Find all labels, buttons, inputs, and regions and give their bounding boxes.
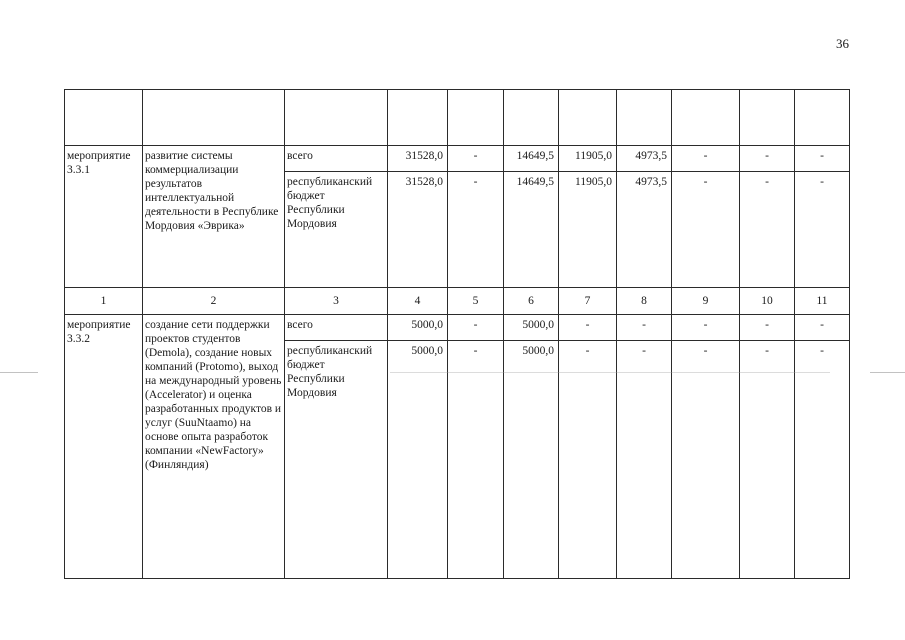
funding-source: всего xyxy=(285,146,388,172)
value-cell: 4973,5 xyxy=(617,172,672,288)
value-cell: - xyxy=(795,315,850,341)
empty-cell xyxy=(740,90,795,146)
value-cell: - xyxy=(448,341,504,579)
column-number: 7 xyxy=(559,288,617,315)
value-cell: - xyxy=(672,341,740,579)
column-number: 11 xyxy=(795,288,850,315)
column-number: 1 xyxy=(65,288,143,315)
funding-source: всего xyxy=(285,315,388,341)
page-number: 36 xyxy=(836,36,849,51)
budget-table xyxy=(64,89,850,579)
value-cell: - xyxy=(448,315,504,341)
value-cell: 4973,5 xyxy=(617,146,672,172)
column-number: 4 xyxy=(388,288,448,315)
value-cell: 31528,0 xyxy=(388,146,448,172)
empty-cell xyxy=(559,90,617,146)
scan-artifact-line xyxy=(870,372,905,373)
measure-code: мероприятие 3.3.2 xyxy=(65,315,143,579)
measure-name: развитие системы коммерциализации результатов интеллектуальной деятельности в Республике Мордовия «Эврика» xyxy=(143,146,285,288)
empty-cell xyxy=(504,90,559,146)
value-cell: - xyxy=(617,341,672,579)
column-number: 5 xyxy=(448,288,504,315)
empty-header-row xyxy=(65,90,850,146)
value-cell: 14649,5 xyxy=(504,172,559,288)
empty-cell xyxy=(285,90,388,146)
value-cell: - xyxy=(740,172,795,288)
value-cell: 31528,0 xyxy=(388,172,448,288)
value-cell: - xyxy=(448,172,504,288)
empty-cell xyxy=(617,90,672,146)
empty-cell xyxy=(672,90,740,146)
value-cell: - xyxy=(740,146,795,172)
value-cell: - xyxy=(672,146,740,172)
value-cell: - xyxy=(617,315,672,341)
funding-source: республиканский бюджет Республики Мордовия xyxy=(285,341,388,579)
column-number: 8 xyxy=(617,288,672,315)
empty-cell xyxy=(65,90,143,146)
column-number-row xyxy=(65,288,850,315)
column-number: 6 xyxy=(504,288,559,315)
table-row xyxy=(65,315,850,341)
value-cell: - xyxy=(559,315,617,341)
column-number: 2 xyxy=(143,288,285,315)
value-cell: - xyxy=(740,341,795,579)
value-cell: 5000,0 xyxy=(504,315,559,341)
table-row xyxy=(65,146,850,172)
empty-cell xyxy=(795,90,850,146)
value-cell: - xyxy=(795,146,850,172)
empty-cell xyxy=(388,90,448,146)
value-cell: 14649,5 xyxy=(504,146,559,172)
value-cell: 5000,0 xyxy=(388,315,448,341)
value-cell: - xyxy=(672,315,740,341)
empty-cell xyxy=(448,90,504,146)
value-cell: 5000,0 xyxy=(388,341,448,579)
scan-artifact-line xyxy=(0,372,38,373)
column-number: 9 xyxy=(672,288,740,315)
measure-code: мероприятие 3.3.1 xyxy=(65,146,143,288)
value-cell: 11905,0 xyxy=(559,172,617,288)
value-cell: - xyxy=(559,341,617,579)
scan-artifact-line xyxy=(390,372,830,373)
value-cell: - xyxy=(795,341,850,579)
value-cell: - xyxy=(795,172,850,288)
measure-name: создание сети поддержки проектов студентов (Demola), создание новых компаний (Protomo), выход на международный уровень (Accelerator) и оценка разработанных продуктов и услуг (SuuNtaamo) на основе опыта разработок компании «NewFactory» (Финляндия) xyxy=(143,315,285,579)
value-cell: 11905,0 xyxy=(559,146,617,172)
value-cell: 5000,0 xyxy=(504,341,559,579)
empty-cell xyxy=(143,90,285,146)
column-number: 3 xyxy=(285,288,388,315)
value-cell: - xyxy=(740,315,795,341)
value-cell: - xyxy=(448,146,504,172)
funding-source: республиканский бюджет Республики Мордовия xyxy=(285,172,388,288)
column-number: 10 xyxy=(740,288,795,315)
value-cell: - xyxy=(672,172,740,288)
